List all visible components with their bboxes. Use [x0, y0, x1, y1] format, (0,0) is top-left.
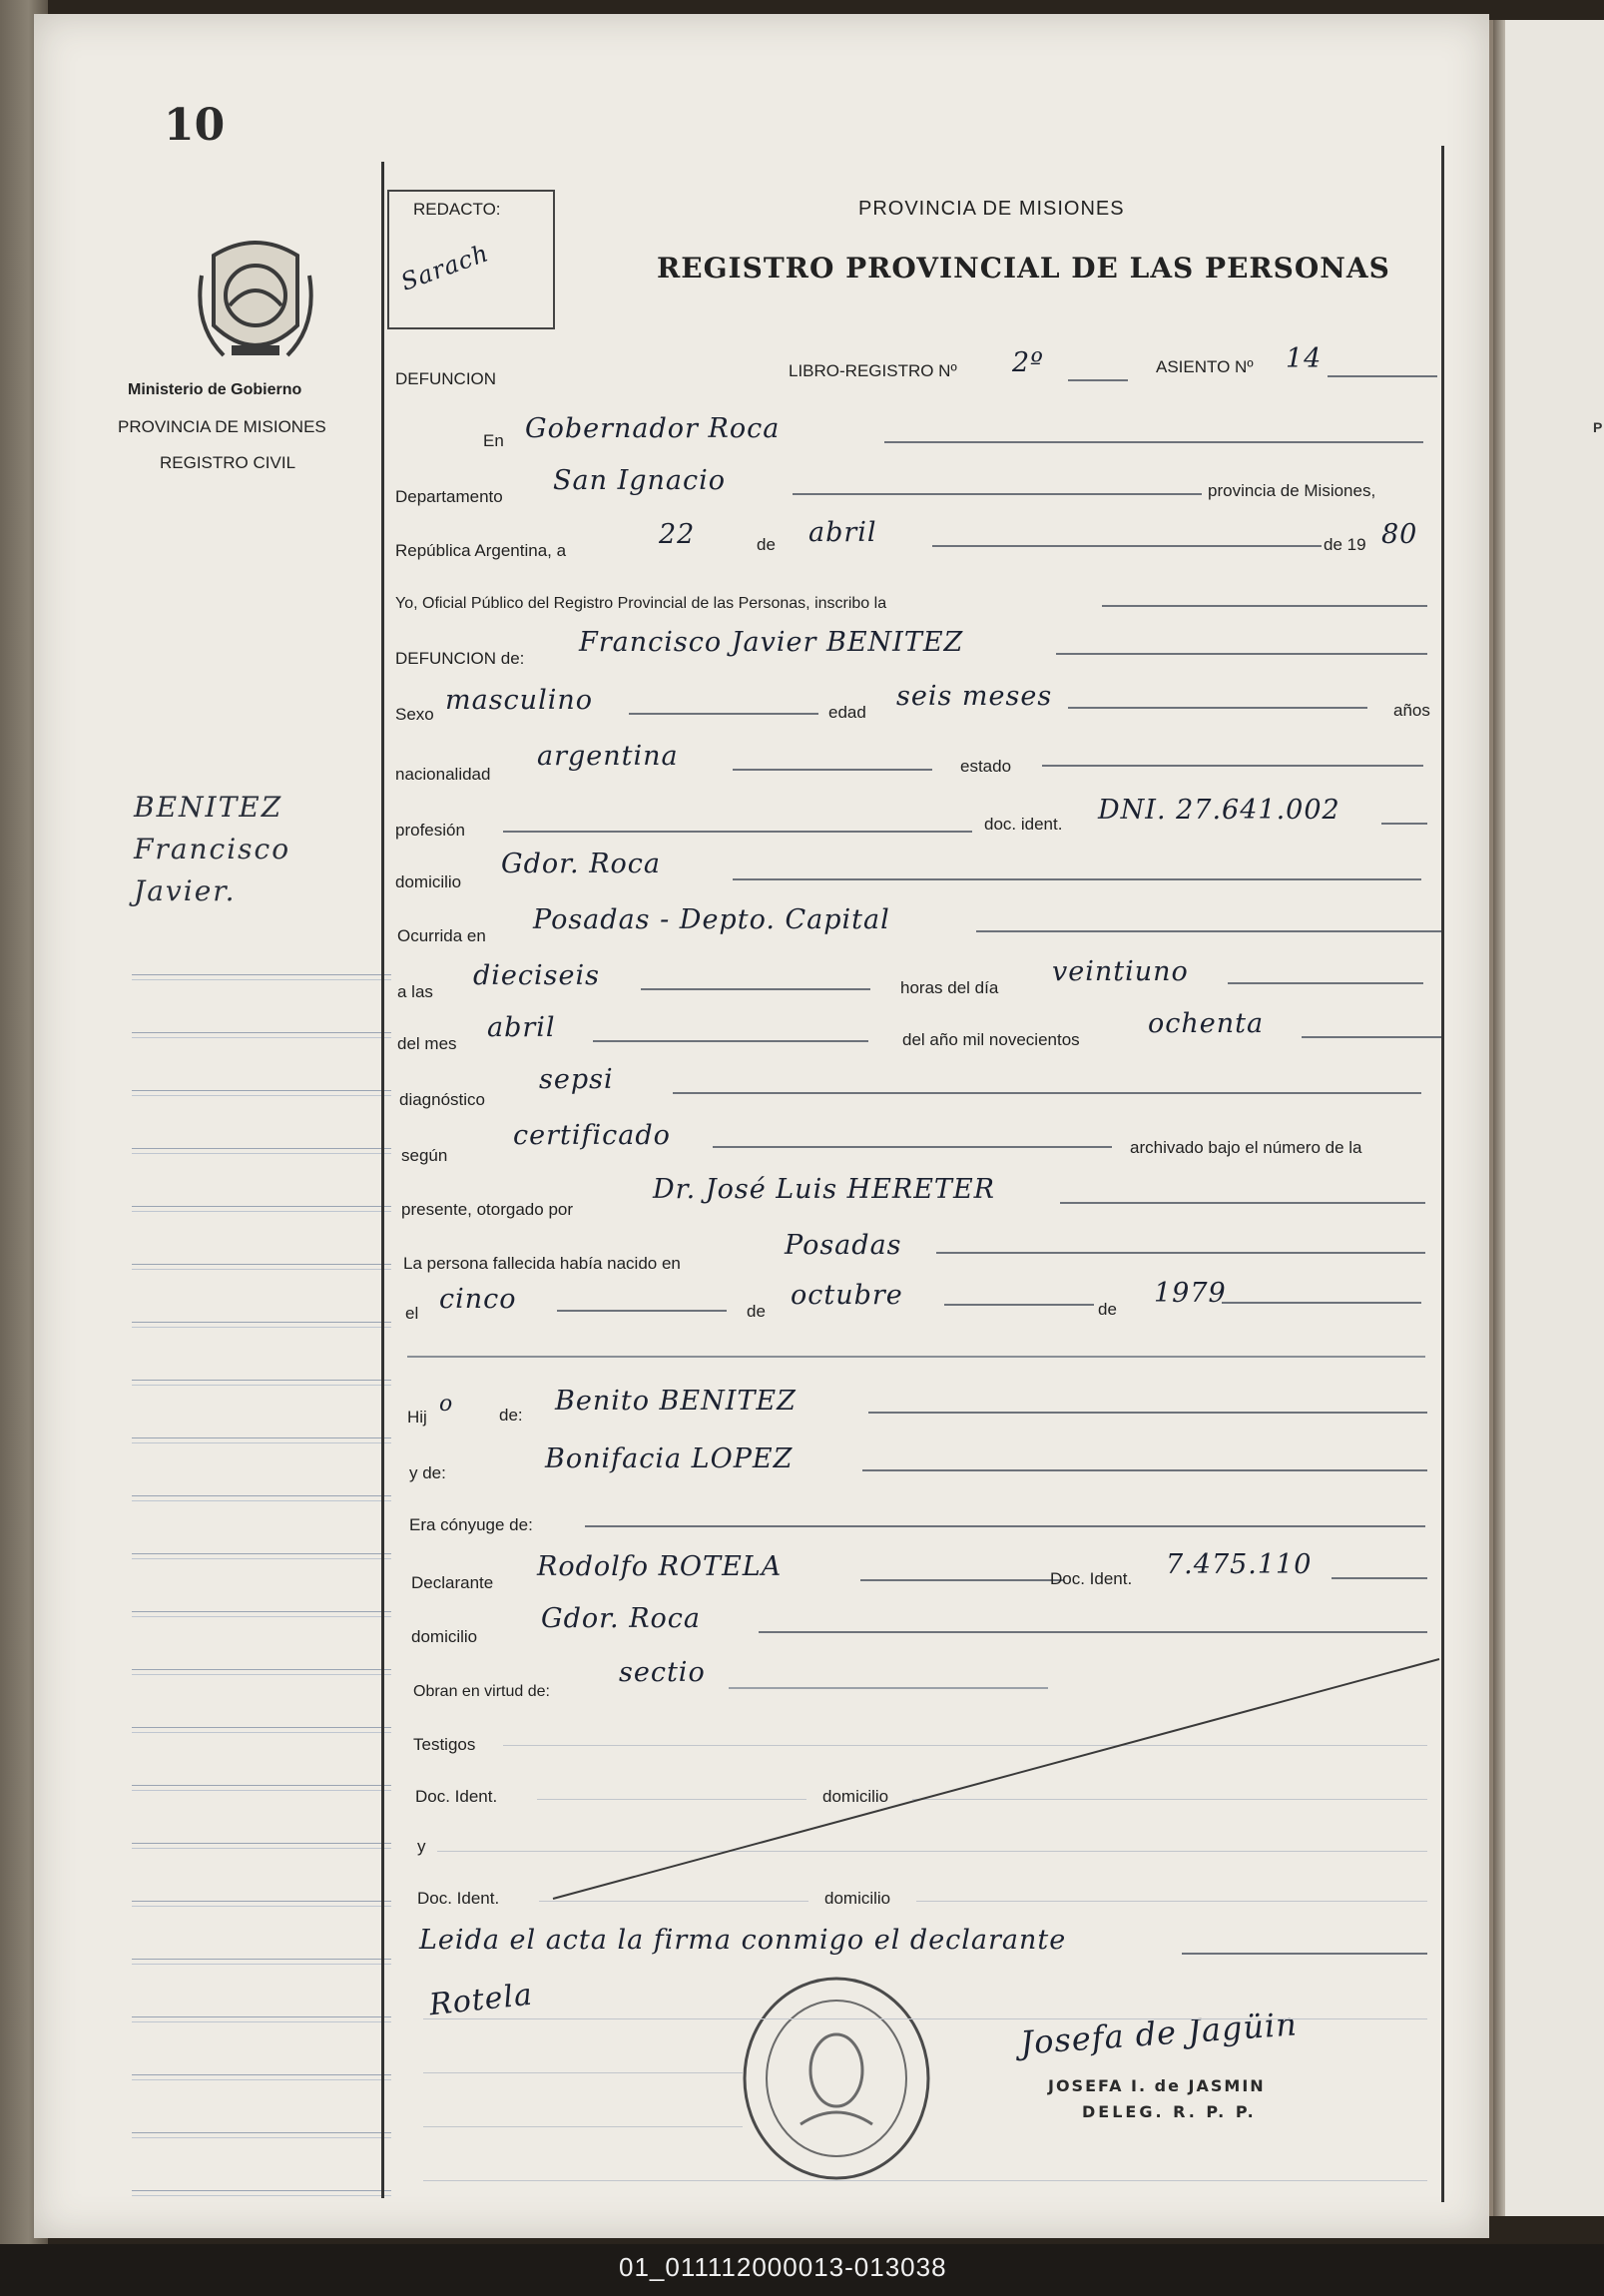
- departamento-label: Departamento: [395, 487, 503, 506]
- month-value: abril: [808, 517, 877, 548]
- domicilio-value: Gdor. Roca: [501, 849, 662, 879]
- image-identifier-code: 01_011112000013-013038: [619, 2252, 947, 2282]
- sexo-label: Sexo: [395, 705, 434, 724]
- horas-label: horas del día: [900, 978, 999, 997]
- anio-value: ochenta: [1148, 1008, 1265, 1039]
- record-type-label: DEFUNCION: [395, 369, 497, 388]
- declarante-label: Declarante: [411, 1573, 494, 1592]
- nacionalidad-label: nacionalidad: [395, 765, 491, 784]
- del-mes-label: del mes: [397, 1034, 457, 1053]
- margin-note-first-name: Francisco: [134, 833, 291, 865]
- republica-label: República Argentina, a: [395, 541, 567, 560]
- declarant-signature: Rotela: [427, 1977, 535, 2023]
- estado-label: estado: [960, 757, 1012, 776]
- en-label: En: [483, 431, 504, 450]
- official-signature: Josefa de Jagüin: [1019, 2005, 1299, 2062]
- departamento-value: San Ignacio: [553, 465, 727, 496]
- domicilio-b-label: domicilio: [824, 1889, 891, 1908]
- stamp-name: JOSEFA I. de JASMIN: [1048, 2076, 1266, 2095]
- hijo-label: Hij: [407, 1408, 427, 1427]
- redacto-label: REDACTO:: [413, 200, 501, 219]
- doctor-value: Dr. José Luis HERETER: [653, 1174, 995, 1205]
- declarante-doc-label: Doc. Ident.: [1050, 1569, 1133, 1588]
- margin-note-surname: BENITEZ: [134, 791, 283, 824]
- segun-label: según: [401, 1146, 448, 1165]
- asiento-label: ASIENTO Nº: [1156, 357, 1254, 376]
- de-colon-label: de:: [499, 1406, 523, 1425]
- mother-value: Bonifacia LOPEZ: [545, 1443, 794, 1474]
- registry-title: REGISTRO PROVINCIAL DE LAS PERSONAS: [657, 252, 1390, 285]
- official-seal: [739, 1975, 934, 2182]
- hour-value: dieciseis: [473, 960, 600, 991]
- ministry-name: Ministerio de Gobierno: [128, 381, 302, 398]
- nacido-label: La persona fallecida había nacido en: [403, 1254, 681, 1273]
- libro-value: 2º: [1012, 347, 1044, 378]
- provincia-suffix: provincia de Misiones,: [1208, 481, 1376, 500]
- declarante-doc-value: 7.475.110: [1166, 1549, 1313, 1580]
- declarante-value: Rodolfo ROTELA: [537, 1551, 783, 1582]
- de-label-2: de: [747, 1302, 766, 1321]
- redacto-initials: Sarach: [396, 239, 493, 296]
- a-las-label: a las: [397, 982, 433, 1001]
- province-name: PROVINCIA DE MISIONES: [118, 417, 326, 436]
- doc-ident-label: doc. ident.: [984, 815, 1063, 834]
- archivado-text: archivado bajo el número de la: [1130, 1138, 1362, 1157]
- nacido-value: Posadas: [785, 1230, 902, 1261]
- en-value: Gobernador Roca: [525, 413, 781, 444]
- doc-ident-a-label: Doc. Ident.: [415, 1787, 498, 1806]
- birth-day: cinco: [439, 1284, 517, 1315]
- diagnostico-label: diagnóstico: [399, 1090, 486, 1109]
- profesion-label: profesión: [395, 821, 465, 840]
- y-de-label: y de:: [409, 1463, 446, 1482]
- obran-label: Obran en virtud de:: [413, 1683, 550, 1700]
- civil-registry-name: REGISTRO CIVIL: [160, 453, 296, 472]
- anio-label: del año mil novecientos: [902, 1030, 1080, 1049]
- page-number: 10: [164, 100, 226, 151]
- y-label: y: [417, 1837, 426, 1856]
- mes-value: abril: [487, 1012, 556, 1043]
- adjacent-page: [1489, 20, 1604, 2216]
- edad-label: edad: [828, 703, 866, 722]
- hijo-suffix: o: [439, 1392, 454, 1417]
- deceased-name: Francisco Javier BENITEZ: [579, 627, 964, 658]
- adjacent-page-fragment: P: [1593, 419, 1603, 435]
- birth-year: 1979: [1154, 1278, 1227, 1309]
- nacionalidad-value: argentina: [537, 741, 679, 772]
- year-suffix: 80: [1381, 519, 1418, 550]
- libro-label: LIBRO-REGISTRO Nº: [789, 361, 957, 380]
- birth-month: octubre: [791, 1280, 903, 1311]
- doc-ident-b-label: Doc. Ident.: [417, 1889, 500, 1908]
- obran-value: sectio: [619, 1657, 706, 1688]
- stamp-title: DELEG. R. P. P.: [1082, 2102, 1257, 2121]
- father-value: Benito BENITEZ: [555, 1386, 797, 1417]
- day-value: 22: [659, 519, 696, 550]
- province-title: PROVINCIA DE MISIONES: [858, 198, 1125, 220]
- declarante-dom-value: Gdor. Roca: [541, 1603, 702, 1634]
- de-label: de: [757, 535, 776, 554]
- edad-value: seis meses: [896, 681, 1053, 712]
- dia-value: veintiuno: [1052, 956, 1189, 987]
- registry-page: [34, 14, 1489, 2238]
- strike-diagonal: [34, 14, 1489, 2238]
- year-prefix: de 19: [1324, 535, 1366, 554]
- diagnostico-value: sepsi: [539, 1064, 614, 1095]
- presente-label: presente, otorgado por: [401, 1200, 574, 1219]
- asiento-value: 14: [1286, 343, 1323, 374]
- conyuge-label: Era cónyuge de:: [409, 1515, 533, 1534]
- margin-note-middle-name: Javier.: [134, 874, 237, 907]
- declarante-dom-label: domicilio: [411, 1627, 478, 1646]
- domicilio-a-label: domicilio: [822, 1787, 889, 1806]
- domicilio-label: domicilio: [395, 872, 462, 891]
- closing-text: Leida el acta la firma conmigo el declarante: [419, 1925, 1067, 1956]
- anos-label: años: [1393, 701, 1430, 720]
- defuncion-de-label: DEFUNCION de:: [395, 649, 525, 668]
- sexo-value: masculino: [445, 685, 593, 716]
- ocurrida-label: Ocurrida en: [397, 926, 486, 945]
- el-label: el: [405, 1304, 419, 1323]
- testigos-label: Testigos: [413, 1735, 476, 1754]
- ocurrida-value: Posadas - Depto. Capital: [533, 904, 890, 935]
- de-label-3: de: [1098, 1300, 1117, 1319]
- doc-ident-value: DNI. 27.641.002: [1098, 795, 1340, 826]
- segun-value: certificado: [513, 1120, 671, 1151]
- oficial-text: Yo, Oficial Público del Registro Provincial de las Personas, inscribo la: [395, 595, 887, 612]
